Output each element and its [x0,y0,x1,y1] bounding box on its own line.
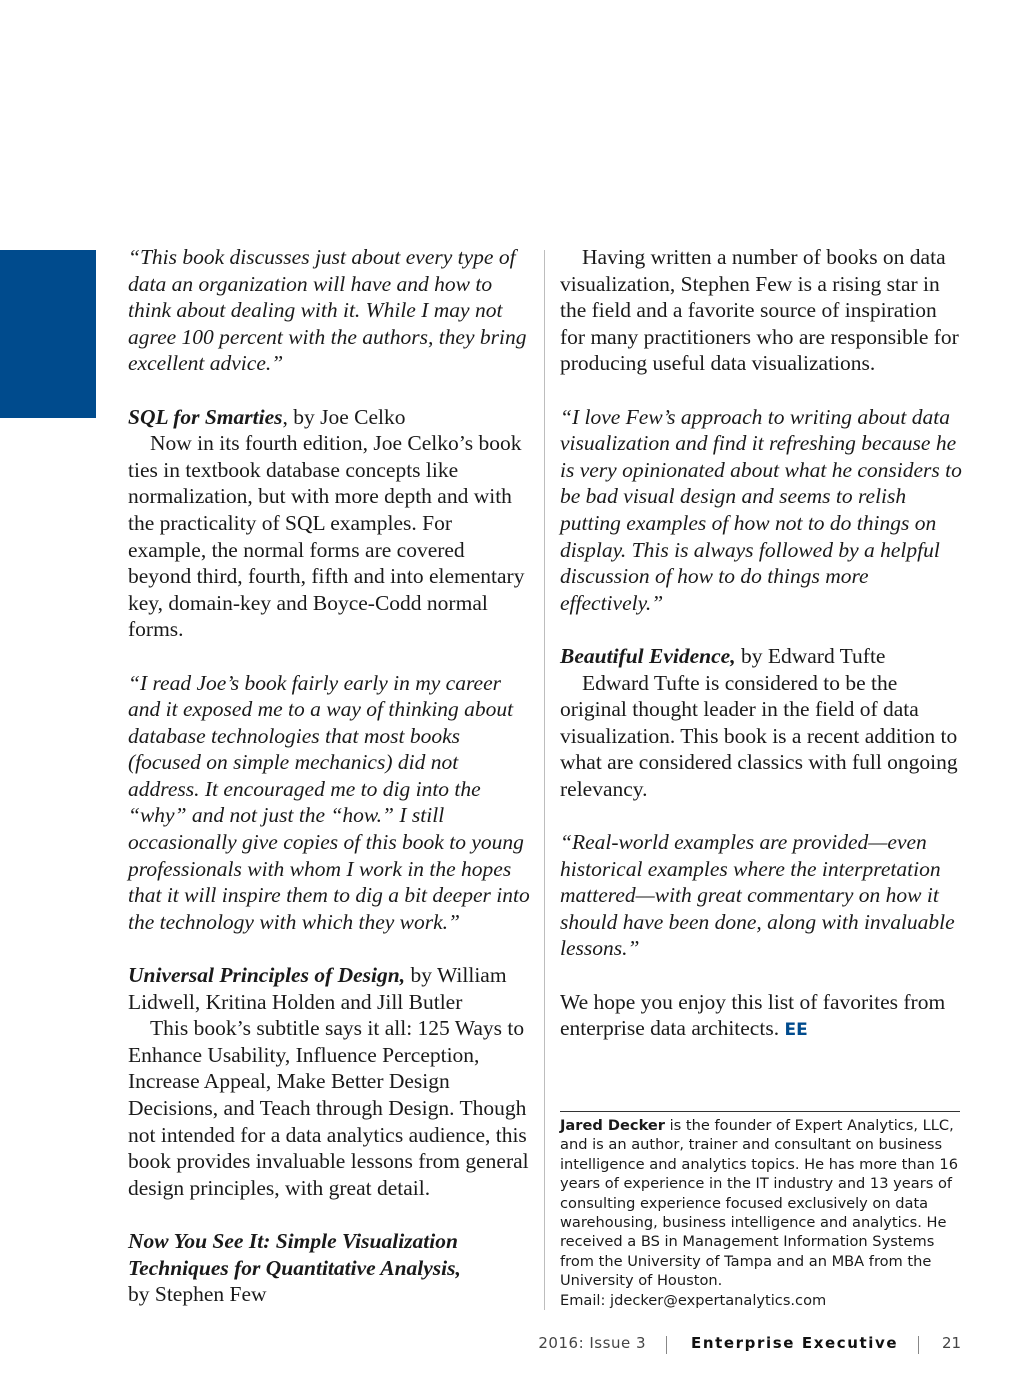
page-footer [0,1334,1024,1358]
bio-description: is the founder of Expert Analytics, LLC, and is an author, trainer and consultant on business intelligence and analytics topics. He has more than 16 years of experience in the IT industry and 13 years of consulting experience focused exclusively on data warehousing, business intelligence and analytics. He received a BS in Management Information Systems from the University of Tampa and an MBA from the University of Houston. [560,1117,958,1290]
author-email: Email: jdecker@expertanalytics.com [560,1291,827,1309]
issue-label: 2016: Issue 3 [538,1334,646,1352]
quote-joe-celko: “I read Joe’s book fairly early in my career and it exposed me to a way of thinking about database technologies that most books (focused on simple mechanics) did not address. It encouraged me to dig into the “why” and not just the “how.” I still occasionally give copies of this book to young professionals with whom I work in the hopes that it will inspire them to dig a bit deeper into the technology with which they work.” [128,670,530,934]
left-column [128,244,533,1308]
footer-separator [666,1336,667,1354]
quote-few-approach: “I love Few’s approach to writing about data visualization and find it refreshing because he is very opinionated about what he considers to be bad visual design and seems to relish putting examples of how not to do things on display. This is always followed by a helpful discussion of how to do things more effectively.” [560,404,962,615]
book-title: Universal Principles of Design, [128,963,406,988]
book-entry-sql-for-smarties [128,404,533,431]
stephen-few-intro: Having written a number of books on data visualization, Stephen Few is a rising star in the field and a favorite source of inspiration for many practitioners who are responsible for producing useful data visualizations. [560,245,959,376]
book-title-now-you-see-it: Now You See It: Simple Visualization Techniques for Quantitative Analysis, [128,1228,461,1280]
quote-data-book: “This book discusses just about every type of data an organization will have and how to think about dealing with it. While I may not agree 100 percent with the authors, they bring excellent advice.” [128,245,527,376]
blue-margin-tab [0,250,96,418]
book-entry-beautiful-evidence [560,643,965,670]
bio-text [560,1116,960,1291]
book-byline: by William Lidwell, Kritina Holden and Jill Butler [128,963,507,1014]
quote-real-world-examples: “Real-world examples are provided—even historical examples where the interpretation mattered—with great commentary on how it should have been done, along with invaluable lessons.” [560,830,955,961]
right-column [560,244,965,1044]
magazine-name: Enterprise Executive [691,1334,899,1352]
bio-rule [560,1111,960,1112]
page-number: 21 [942,1334,962,1352]
closing-paragraph [560,989,965,1044]
book-title: Beautiful Evidence, [560,643,736,668]
closing-text: We hope you enjoy this list of favorites from enterprise data architects. [560,989,946,1041]
footer-separator [918,1336,919,1354]
book-byline: by Edward Tufte [735,643,886,668]
book-description: Edward Tufte is considered to be the original thought leader in the field of data visualization. This book is a recent addition to what are considered classics with full ongoing relevancy. [560,670,958,801]
column-divider [544,250,545,1310]
book-byline: by Stephen Few [128,1282,267,1307]
book-title: SQL for Smarties [128,404,283,429]
end-mark-icon: EE [784,1020,808,1041]
author-bio [560,1116,960,1310]
book-description: This book’s subtitle says it all: 125 Ways to Enhance Usability, Influence Perception, Increase Appeal, Make Better Design Decisions, and Teach through Design. Though not intended for a data analytics audience, this book provides invaluable lessons from general design principles, with great detail. [128,1016,529,1200]
book-entry-universal-principles [128,962,533,1015]
book-description: Now in its fourth edition, Joe Celko’s book ties in textbook database concepts like normalization, but with more depth and with the practicality of SQL examples. For example, the normal forms are covered beyond third, fourth, fifth and into elementary key, domain-key and Boyce-Codd normal forms. [128,431,525,642]
book-byline: , by Joe Celko [282,404,406,429]
author-name: Jared Decker [560,1117,665,1134]
